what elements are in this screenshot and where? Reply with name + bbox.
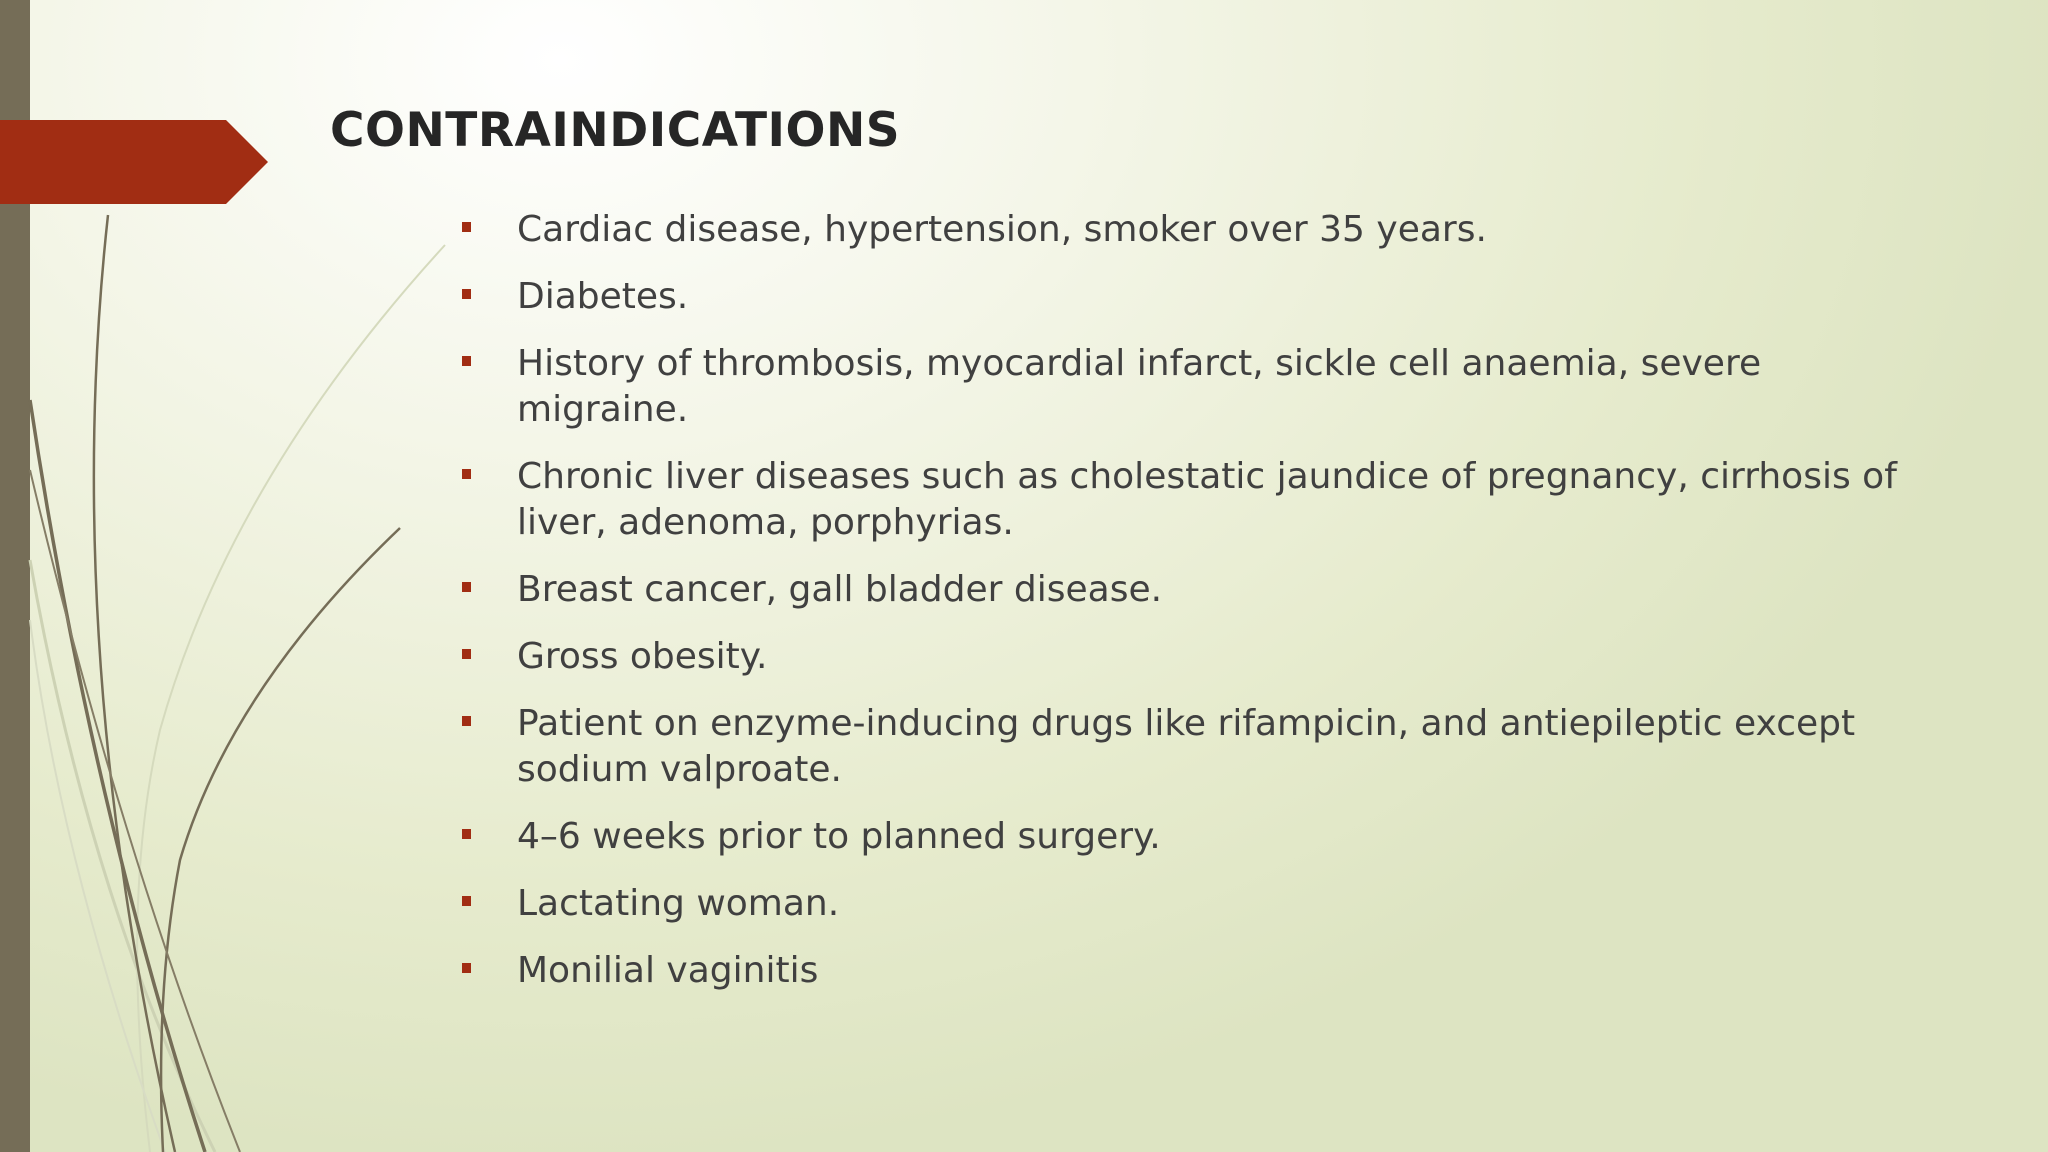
list-item xyxy=(460,207,1940,253)
list-item-text: Diabetes. xyxy=(517,276,689,317)
list-item xyxy=(460,567,1940,613)
square-bullet-icon xyxy=(462,829,471,839)
list-item xyxy=(460,454,1940,546)
list-item-text: Monilial vaginitis xyxy=(517,950,819,991)
list-item-text: Lactating woman. xyxy=(517,883,840,924)
list-item-text: History of thrombosis, myocardial infarct, sickle cell anaemia, severe migraine. xyxy=(517,343,1762,430)
square-bullet-icon xyxy=(462,716,471,726)
slide-title: CONTRAINDICATIONS xyxy=(330,103,901,158)
list-item-text: Breast cancer, gall bladder disease. xyxy=(517,569,1163,610)
square-bullet-icon xyxy=(462,649,471,659)
square-bullet-icon xyxy=(462,289,471,299)
square-bullet-icon xyxy=(462,356,471,366)
square-bullet-icon xyxy=(462,582,471,592)
square-bullet-icon xyxy=(462,222,471,232)
list-item xyxy=(460,274,1940,320)
list-item-text: Patient on enzyme-inducing drugs like rifampicin, and antiepileptic except sodium valproate. xyxy=(517,703,1856,790)
list-item-text: Chronic liver diseases such as cholestatic jaundice of pregnancy, cirrhosis of liver, adenoma, porphyrias. xyxy=(517,456,1897,543)
decor-curve-light-2 xyxy=(137,245,445,1152)
list-item xyxy=(460,701,1940,793)
list-item xyxy=(460,881,1940,927)
decor-curve-dark-4 xyxy=(30,470,240,1152)
bullet-list xyxy=(460,207,1940,1015)
title-arrow-flag xyxy=(0,120,268,204)
list-item xyxy=(460,948,1940,994)
list-item xyxy=(460,341,1940,433)
square-bullet-icon xyxy=(462,469,471,479)
list-item xyxy=(460,634,1940,680)
square-bullet-icon xyxy=(462,963,471,973)
list-item xyxy=(460,814,1940,860)
list-item-text: 4–6 weeks prior to planned surgery. xyxy=(517,816,1161,857)
list-item-text: Cardiac disease, hypertension, smoker over 35 years. xyxy=(517,209,1487,250)
list-item-text: Gross obesity. xyxy=(517,636,768,677)
square-bullet-icon xyxy=(462,896,471,906)
